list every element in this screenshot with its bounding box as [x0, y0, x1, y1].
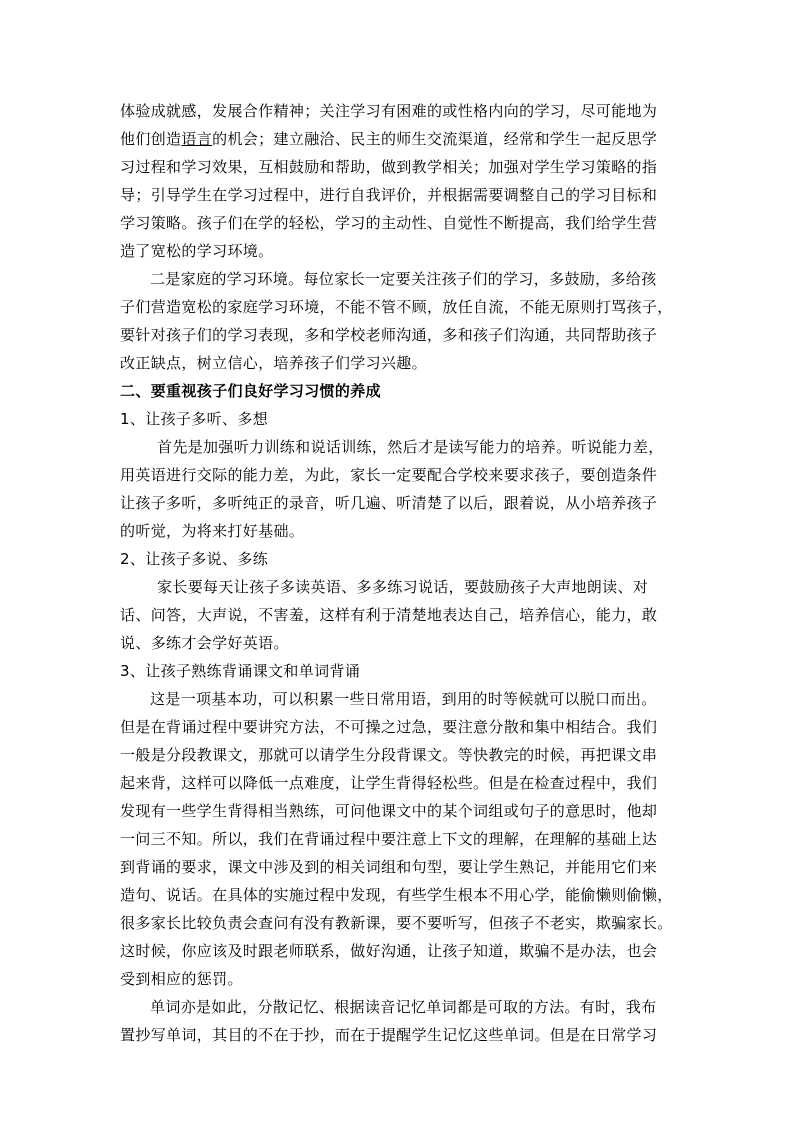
subheading: 3、让孩子熟练背诵课文和单词背诵 [120, 662, 361, 680]
body-line: 首先是加强听力训练和说话训练，然后才是读写能力的培养。听说能力差， [157, 438, 664, 456]
body-line: 一般是分段教课文，那就可以请学生分段背课文。等快教完的时候，再把课文串 [120, 746, 658, 764]
body-line: 到背诵的要求，课文中涉及到的相关词组和句型，要让学生熟记，并能用它们来 [120, 858, 658, 876]
body-line: 改正缺点，树立信心，培养孩子们学习兴趣。 [120, 354, 428, 372]
section-heading: 二、要重视孩子们良好学习习惯的养成 [120, 382, 381, 400]
body-line: 很多家长比较负责会查问有没有教新课，要不要听写，但孩子不老实，欺骗家长。 [120, 914, 673, 932]
body-line: 造句、说话。在具体的实施过程中发现，有些学生根本不用心学，能偷懒则偷懒， [120, 886, 673, 904]
body-line: 这是一项基本功，可以积累一些日常用语，到用的时等候就可以脱口而出。 [150, 690, 657, 708]
body-line: 用英语进行交际的能力差，为此，家长一定要配合学校来要求孩子，要创造条件 [120, 466, 658, 484]
body-line: 造了宽松的学习环境。 [120, 242, 274, 260]
body-line: 学习策略。孩子们在学的轻松，学习的主动性、自觉性不断提高，我们给学生营 [120, 214, 658, 232]
body-line: 受到相应的惩罚。 [120, 970, 243, 988]
body-line: 体验成就感，发展合作精神；关注学习有困难的或性格内向的学习，尽可能地为 [120, 102, 658, 120]
subheading: 1、让孩子多听、多想 [120, 410, 269, 428]
text-span: 他们创造 [120, 130, 182, 148]
body-line: 家长要每天让孩子多读英语、多多练习说话，要鼓励孩子大声地朗读、对 [157, 578, 649, 596]
body-line: 但是在背诵过程中要讲究方法，不可操之过急，要注意分散和集中相结合。我们 [120, 718, 658, 736]
body-line: 让孩子多听，多听纯正的录音，听几遍、听清楚了以后，跟着说，从小培养孩子 [120, 494, 658, 512]
body-line [120, 125, 680, 153]
body-line: 的听觉，为将来打好基础。 [120, 522, 305, 540]
body-line: 单词亦是如此，分散记忆、根据读音记忆单词都是可取的方法。有时，我布 [150, 998, 657, 1016]
subheading: 2、让孩子多说、多练 [120, 550, 269, 568]
body-line: 起来背，这样可以降低一点难度，让学生背得轻松些。但是在检查过程中，我们 [120, 774, 658, 792]
body-line: 一问三不知。所以，我们在背诵过程中要注意上下文的理解，在理解的基础上达 [120, 830, 658, 848]
body-line: 导；引导学生在学习过程中，进行自我评价，并根据需要调整自己的学习目标和 [120, 186, 658, 204]
underlined-word: 语言 [181, 130, 213, 148]
body-line: 发现有一些学生背得相当熟练，可问他课文中的某个词组或句子的意思时，他却 [120, 802, 658, 820]
body-line: 说、多练才会学好英语。 [120, 634, 289, 652]
body-line: 话、问答，大声说，不害羞，这样有利于清楚地表达自己，培养信心，能力，敢 [120, 606, 658, 624]
body-line: 二是家庭的学习环境。每位家长一定要关注孩子们的学习，多鼓励，多给孩 [150, 270, 657, 288]
body-line: 要针对孩子们的学习表现，多和学校老师沟通，多和孩子们沟通，共同帮助孩子 [120, 326, 658, 344]
body-line: 习过程和学习效果，互相鼓励和帮助，做到教学相关；加强对学生学习策略的指 [120, 158, 658, 176]
body-line: 子们营造宽松的家庭学习环境，不能不管不顾，放任自流，不能无原则打骂孩子， [120, 298, 673, 316]
text-span: 的机会；建立融洽、民主的师生交流渠道，经常和学生一起反思学 [212, 130, 658, 148]
body-line: 置抄写单词，其目的不在于抄，而在于提醒学生记忆这些单词。但是在日常学习 [120, 1026, 658, 1044]
body-line: 这时候，你应该及时跟老师联系，做好沟通，让孩子知道，欺骗不是办法，也会 [120, 942, 658, 960]
